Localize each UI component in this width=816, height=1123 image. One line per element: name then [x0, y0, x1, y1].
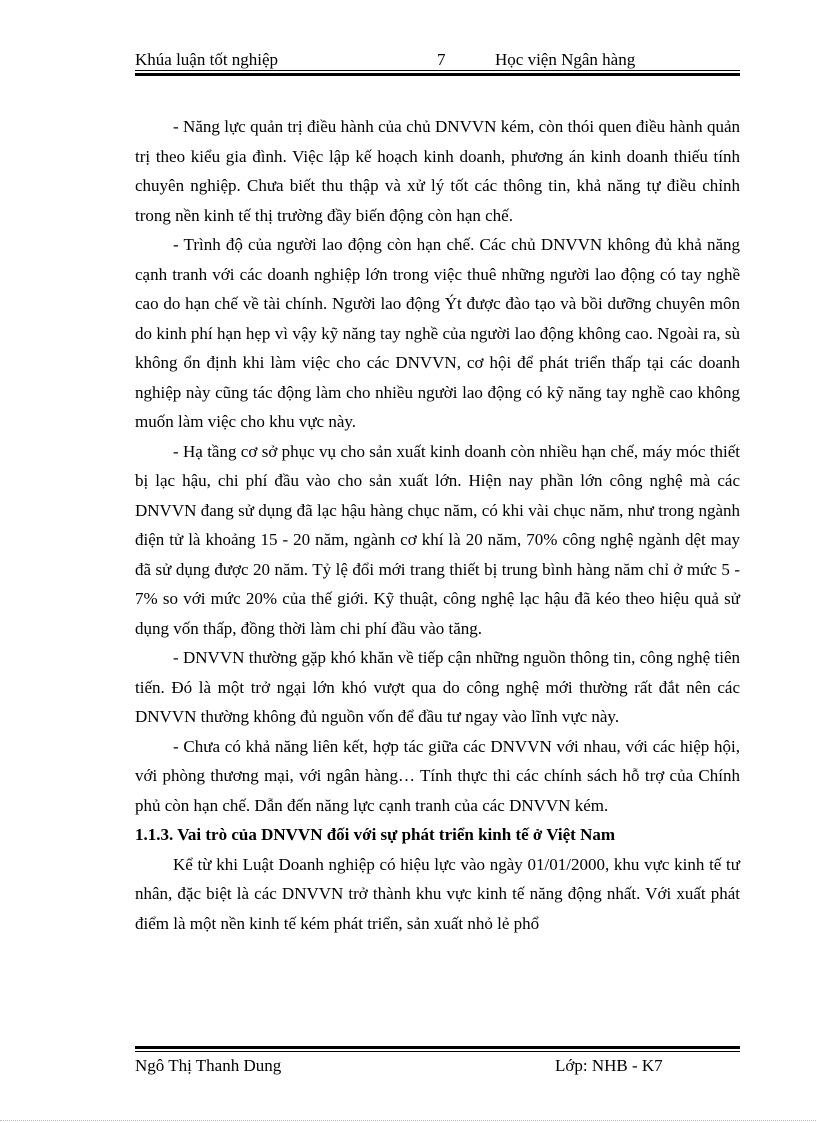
page-bottom-dotted-line	[0, 1120, 816, 1121]
paragraph-infrastructure: - Hạ tầng cơ sở phục vụ cho sản xuất kinh doanh còn nhiều hạn chế, máy móc thiết bị lạc hậu, chi phí đầu vào cho sản xuất lớn. Hiện nay phần lớn công nghệ mà các DNVVN đang sử dụng đã lạc hậu hàng chục năm, có khi vài chục năm, như trong ngành điện tử là khoảng 15 - 20 năm, ngành cơ khí là 20 năm, 70% công nghệ ngành dệt may đã sử dụng được 20 năm. Tỷ lệ đổi mới trang thiết bị trung bình hàng năm chỉ ở mức 5 - 7% so với mức 20% của thế giới. Kỹ thuật, công nghệ lạc hậu đã kéo theo hiệu quả sử dụng vốn thấp, đồng thời làm chi phí đầu vào tăng.	[135, 441, 740, 638]
paragraph-cooperation: - Chưa có khả năng liên kết, hợp tác giữa các DNVVN với nhau, với các hiệp hội, với phòng thương mại, với ngân hàng… Tính thực thi các chính sách hỗ trợ của Chính phủ còn hạn chế. Dẫn đến năng lực cạnh tranh của các DNVVN kém.	[135, 736, 740, 815]
header-page-number: 7	[437, 50, 446, 69]
section-heading: 1.1.3. Vai trò của DNVVN đối với sự phát triển kinh tế ở Việt Nam	[135, 825, 616, 844]
paragraph-technology: - DNVVN thường gặp khó khăn về tiếp cận những nguồn thông tin, công nghệ tiên tiến. Đó là một trở ngại lớn khó vượt qua do công nghệ mới thường rất đắt nên các DNVVN thường không đủ nguồn vốn để đầu tư ngay vào lĩnh vực này.	[135, 648, 740, 726]
page-body	[135, 112, 740, 938]
header-thesis-title: Khúa luận tốt nghiệp	[135, 50, 279, 69]
paragraph-role: Kể từ khi Luật Doanh nghiệp có hiệu lực vào ngày 01/01/2000, khu vực kinh tế tư nhân, đặc biệt là các DNVVN trở thành khu vực kinh tế năng động nhất. Với xuất phát điểm là một nền kinh tế kém phát triển, sản xuất nhỏ lẻ phổ	[135, 854, 740, 933]
paragraph-management: - Năng lực quản trị điều hành của chủ DNVVN kém, còn thói quen điều hành quản trị theo kiểu gia đình. Việc lập kế hoạch kinh doanh, phương án kinh doanh thiếu tính chuyên nghiệp. Chưa biết thu thập và xử lý tốt các thông tin, khả năng tự điều chỉnh trong nền kinh tế thị trường đầy biến động còn hạn chế.	[135, 117, 740, 225]
paragraph-labor: - Trình độ của người lao động còn hạn chế. Các chủ DNVVN không đủ khả năng cạnh tranh với các doanh nghiệp lớn trong việc thuê những người lao động có tay nghề cao do hạn chế về tài chính. Người lao động Ýt được đào tạo và bồi dưỡng chuyên môn do kinh phí hạn hẹp vì vậy kỹ năng tay nghề của người lao động không cao. Ngoài ra, sù không ổn định khi làm việc cho các DNVVN, cơ hội để phát triển thấp tại các doanh nghiệp này cũng tác động làm cho nhiều người lao động có kỹ năng tay nghề cao không muốn làm việc cho khu vực này.	[135, 235, 740, 431]
header-rule-thin	[135, 70, 740, 71]
page-header	[135, 48, 740, 72]
footer-rule-thick	[135, 1046, 740, 1049]
footer-class: Lớp: NHB - K7	[555, 1056, 663, 1075]
footer-rule-thin	[135, 1051, 740, 1052]
header-rule-thick	[135, 73, 740, 76]
header-institution: Học viện Ngân hàng	[495, 50, 636, 69]
footer-author: Ngô Thị Thanh Dung	[135, 1056, 282, 1075]
page-footer	[135, 1054, 740, 1078]
